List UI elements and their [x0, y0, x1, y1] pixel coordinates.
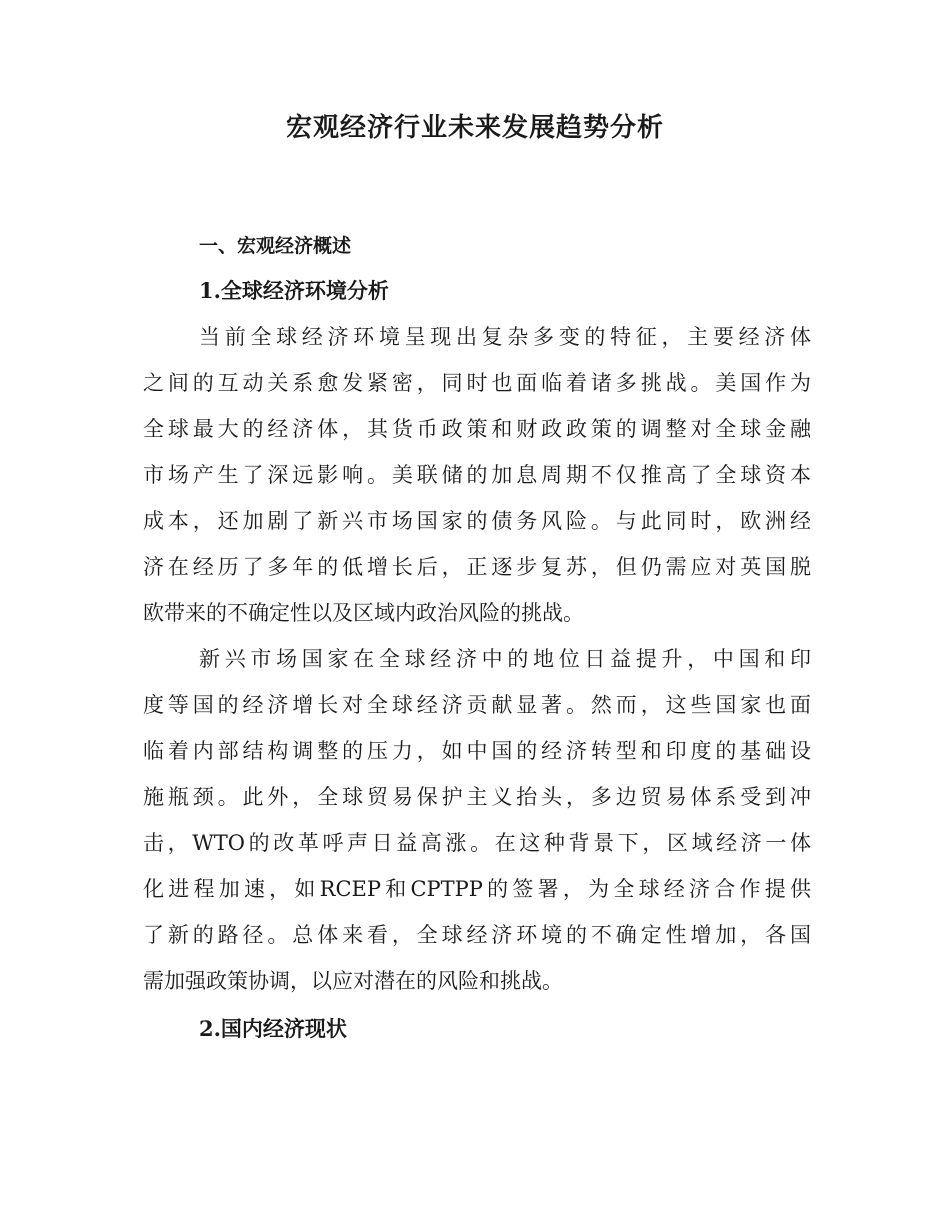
paragraph-line: 成本，还加剧了新兴市场国家的债务风险。与此同时，欧洲经	[143, 509, 811, 533]
document-body	[143, 224, 811, 1052]
paragraph-line: 度等国的经济增长对全球经济贡献显著。然而，这些国家也面	[143, 693, 811, 717]
paragraph-line: 当前全球经济环境呈现出复杂多变的特征，主要经济体	[199, 325, 811, 349]
paragraph-line: 击，WTO的改革呼声日益高涨。在这种背景下，区域经济一体	[143, 831, 811, 855]
paragraph-line: 需加强政策协调，以应对潜在的风险和挑战。	[143, 969, 563, 993]
paragraph-line: 济在经历了多年的低增长后，正逐步复苏，但仍需应对英国脱	[143, 555, 811, 579]
subsection-heading: 2.国内经济现状	[199, 1016, 347, 1041]
section-heading: 一、宏观经济概述	[199, 235, 352, 257]
document-title: 宏观经济行业未来发展趋势分析	[285, 113, 664, 143]
paragraph-line: 欧带来的不确定性以及区域内政治风险的挑战。	[143, 601, 584, 625]
paragraph-line: 之间的互动关系愈发紧密，同时也面临着诸多挑战。美国作为	[143, 371, 811, 395]
paragraph-line: 市场产生了深远影响。美联储的加息周期不仅推高了全球资本	[143, 463, 811, 487]
paragraph-line: 施瓶颈。此外，全球贸易保护主义抬头，多边贸易体系受到冲	[143, 785, 811, 809]
paragraph-line: 新兴市场国家在全球经济中的地位日益提升，中国和印	[199, 647, 811, 671]
paragraph-line: 临着内部结构调整的压力，如中国的经济转型和印度的基础设	[143, 739, 811, 763]
paragraph-line: 了新的路径。总体来看，全球经济环境的不确定性增加，各国	[143, 923, 811, 947]
paragraph-line: 化进程加速，如RCEP和CPTPP的签署，为全球经济合作提供	[143, 877, 811, 901]
paragraph-line: 全球最大的经济体，其货币政策和财政政策的调整对全球金融	[143, 417, 811, 441]
paragraph	[143, 314, 811, 636]
subsection-heading: 1.全球经济环境分析	[199, 278, 389, 303]
paragraph	[143, 636, 811, 1004]
